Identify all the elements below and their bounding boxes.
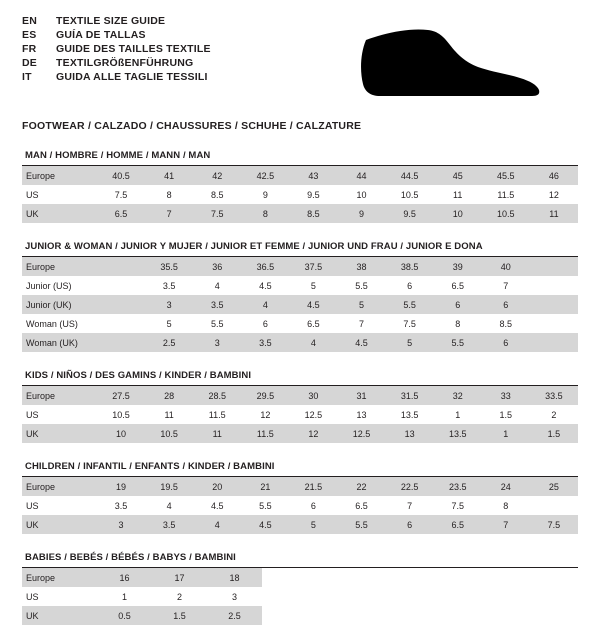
size-cell: 12.5 bbox=[337, 424, 385, 443]
size-cell: 24 bbox=[482, 477, 530, 496]
size-cell: 11.5 bbox=[241, 424, 289, 443]
row-label: Europe bbox=[22, 166, 97, 185]
size-cell bbox=[97, 333, 145, 352]
table-row bbox=[22, 333, 578, 352]
row-label: UK bbox=[22, 424, 97, 443]
size-cell: 6 bbox=[386, 515, 434, 534]
table-row bbox=[22, 295, 578, 314]
size-cell: 17 bbox=[152, 568, 207, 587]
size-cell: 11.5 bbox=[193, 405, 241, 424]
size-cell: 0.5 bbox=[97, 606, 152, 625]
size-cell: 42 bbox=[193, 166, 241, 185]
size-cell: 1 bbox=[482, 424, 530, 443]
size-cell: 7.5 bbox=[193, 204, 241, 223]
size-cell: 9.5 bbox=[289, 185, 337, 204]
size-group-title: JUNIOR & WOMAN / JUNIOR Y MUJER / JUNIOR ET FEMME / JUNIOR UND FRAU / JUNIOR E DONA bbox=[22, 241, 578, 257]
size-cell: 2.5 bbox=[207, 606, 262, 625]
language-titles bbox=[22, 16, 211, 86]
row-label: Europe bbox=[22, 257, 97, 276]
size-cell: 11 bbox=[193, 424, 241, 443]
size-cell: 5 bbox=[289, 515, 337, 534]
size-cell: 19 bbox=[97, 477, 145, 496]
size-cell: 38 bbox=[337, 257, 385, 276]
size-cell: 10.5 bbox=[482, 204, 530, 223]
size-cell: 19.5 bbox=[145, 477, 193, 496]
size-cell: 31 bbox=[337, 386, 385, 405]
size-cell: 5.5 bbox=[337, 276, 385, 295]
size-cell: 4 bbox=[193, 515, 241, 534]
size-cell: 4 bbox=[145, 496, 193, 515]
language-code: FR bbox=[22, 43, 37, 55]
size-cell: 8.5 bbox=[482, 314, 530, 333]
size-cell: 13 bbox=[386, 424, 434, 443]
size-cell: 5 bbox=[337, 295, 385, 314]
size-cell: 36 bbox=[193, 257, 241, 276]
size-cell: 10 bbox=[434, 204, 482, 223]
language-rows bbox=[22, 16, 211, 86]
size-cell: 4.5 bbox=[289, 295, 337, 314]
size-cell: 6.5 bbox=[337, 496, 385, 515]
row-label: US bbox=[22, 587, 97, 606]
table-row bbox=[22, 204, 578, 223]
size-cell bbox=[97, 276, 145, 295]
size-cell: 4.5 bbox=[241, 515, 289, 534]
size-group-title: MAN / HOMBRE / HOMME / MANN / MAN bbox=[22, 150, 578, 166]
size-cell: 11 bbox=[145, 405, 193, 424]
size-cell: 3 bbox=[207, 587, 262, 606]
size-cell: 35.5 bbox=[145, 257, 193, 276]
table-row bbox=[22, 386, 578, 405]
size-cell: 6 bbox=[241, 314, 289, 333]
row-label: UK bbox=[22, 515, 97, 534]
size-cell: 7.5 bbox=[97, 185, 145, 204]
size-cell: 44 bbox=[337, 166, 385, 185]
table-row bbox=[22, 496, 578, 515]
size-cell bbox=[530, 496, 578, 515]
size-cell: 32 bbox=[434, 386, 482, 405]
size-cell: 22.5 bbox=[386, 477, 434, 496]
size-cell bbox=[97, 257, 145, 276]
dress-shoe-icon bbox=[358, 26, 548, 102]
language-row bbox=[22, 30, 211, 44]
size-cell: 44.5 bbox=[386, 166, 434, 185]
table-row bbox=[22, 276, 578, 295]
size-cell: 7.5 bbox=[530, 515, 578, 534]
size-cell: 41 bbox=[145, 166, 193, 185]
size-cell: 5 bbox=[145, 314, 193, 333]
size-cell: 28 bbox=[145, 386, 193, 405]
size-cell: 12 bbox=[289, 424, 337, 443]
language-code: ES bbox=[22, 29, 37, 41]
row-label: US bbox=[22, 185, 97, 204]
size-cell: 5.5 bbox=[193, 314, 241, 333]
size-cell: 3.5 bbox=[241, 333, 289, 352]
size-cell: 6 bbox=[289, 496, 337, 515]
language-code: EN bbox=[22, 15, 37, 27]
size-cell: 5 bbox=[386, 333, 434, 352]
size-cell: 3 bbox=[97, 515, 145, 534]
row-label: Europe bbox=[22, 477, 97, 496]
size-cell: 18 bbox=[207, 568, 262, 587]
size-cell: 2 bbox=[530, 405, 578, 424]
row-label: UK bbox=[22, 204, 97, 223]
size-cell: 37.5 bbox=[289, 257, 337, 276]
language-row bbox=[22, 72, 211, 86]
size-cell: 43 bbox=[289, 166, 337, 185]
size-cell: 2.5 bbox=[145, 333, 193, 352]
size-tables bbox=[22, 150, 578, 625]
size-cell: 10.5 bbox=[145, 424, 193, 443]
size-cell: 13 bbox=[337, 405, 385, 424]
table-row bbox=[22, 587, 262, 606]
size-cell: 9 bbox=[241, 185, 289, 204]
table-row bbox=[22, 405, 578, 424]
size-group-title: BABIES / BEBÉS / BÉBÉS / BABYS / BAMBINI bbox=[22, 552, 578, 568]
size-cell: 4 bbox=[193, 276, 241, 295]
row-label: Woman (US) bbox=[22, 314, 97, 333]
size-cell: 5.5 bbox=[241, 496, 289, 515]
table-row bbox=[22, 515, 578, 534]
size-cell: 7 bbox=[145, 204, 193, 223]
row-label: Europe bbox=[22, 386, 97, 405]
size-cell: 39 bbox=[434, 257, 482, 276]
size-cell: 46 bbox=[530, 166, 578, 185]
size-cell: 29.5 bbox=[241, 386, 289, 405]
size-cell: 1.5 bbox=[152, 606, 207, 625]
size-cell: 7 bbox=[482, 515, 530, 534]
size-cell: 12 bbox=[530, 185, 578, 204]
table-row bbox=[22, 606, 262, 625]
size-table bbox=[22, 166, 578, 223]
size-cell: 23.5 bbox=[434, 477, 482, 496]
size-cell: 6.5 bbox=[434, 276, 482, 295]
size-cell: 8.5 bbox=[289, 204, 337, 223]
table-row bbox=[22, 314, 578, 333]
size-cell: 1 bbox=[97, 587, 152, 606]
size-group-title: KIDS / NIÑOS / DES GAMINS / KINDER / BAMBINI bbox=[22, 370, 578, 386]
size-cell: 13.5 bbox=[386, 405, 434, 424]
size-cell: 7 bbox=[386, 496, 434, 515]
size-cell: 4.5 bbox=[241, 276, 289, 295]
size-group-title: CHILDREN / INFANTIL / ENFANTS / KINDER / BAMBINI bbox=[22, 461, 578, 477]
size-cell: 4 bbox=[289, 333, 337, 352]
row-label: Europe bbox=[22, 568, 97, 587]
language-title: TEXTILE SIZE GUIDE bbox=[56, 15, 166, 27]
language-title: GUIDE DES TAILLES TEXTILE bbox=[56, 43, 211, 55]
size-cell: 33 bbox=[482, 386, 530, 405]
size-cell: 6 bbox=[386, 276, 434, 295]
size-cell: 25 bbox=[530, 477, 578, 496]
size-cell: 9 bbox=[337, 204, 385, 223]
language-row bbox=[22, 58, 211, 72]
row-label: Junior (UK) bbox=[22, 295, 97, 314]
language-code: DE bbox=[22, 57, 37, 69]
size-cell: 7 bbox=[482, 276, 530, 295]
size-cell: 3.5 bbox=[193, 295, 241, 314]
size-cell: 11 bbox=[530, 204, 578, 223]
language-title: TEXTILGRÖßENFÜHRUNG bbox=[56, 57, 194, 69]
size-cell: 40.5 bbox=[97, 166, 145, 185]
table-row bbox=[22, 257, 578, 276]
size-cell bbox=[530, 295, 578, 314]
size-cell: 40 bbox=[482, 257, 530, 276]
size-cell: 11 bbox=[434, 185, 482, 204]
size-cell: 9.5 bbox=[386, 204, 434, 223]
size-cell: 5.5 bbox=[434, 333, 482, 352]
size-cell: 33.5 bbox=[530, 386, 578, 405]
size-cell: 12 bbox=[241, 405, 289, 424]
table-row bbox=[22, 568, 262, 587]
size-cell: 7 bbox=[337, 314, 385, 333]
size-cell: 45.5 bbox=[482, 166, 530, 185]
size-cell: 5.5 bbox=[386, 295, 434, 314]
row-label: Junior (US) bbox=[22, 276, 97, 295]
size-cell: 8 bbox=[145, 185, 193, 204]
size-cell: 3.5 bbox=[145, 515, 193, 534]
language-code: IT bbox=[22, 71, 32, 83]
language-row bbox=[22, 44, 211, 58]
size-cell: 8 bbox=[434, 314, 482, 333]
size-cell: 4.5 bbox=[193, 496, 241, 515]
table-row bbox=[22, 477, 578, 496]
table-row bbox=[22, 166, 578, 185]
size-group bbox=[22, 552, 578, 625]
size-cell: 3 bbox=[145, 295, 193, 314]
size-cell: 4.5 bbox=[337, 333, 385, 352]
row-label: US bbox=[22, 405, 97, 424]
size-cell: 31.5 bbox=[386, 386, 434, 405]
table-row bbox=[22, 185, 578, 204]
size-cell bbox=[530, 257, 578, 276]
size-cell: 1.5 bbox=[482, 405, 530, 424]
size-table bbox=[22, 386, 578, 443]
size-group bbox=[22, 461, 578, 534]
size-cell bbox=[97, 295, 145, 314]
size-cell: 6.5 bbox=[434, 515, 482, 534]
size-cell: 6.5 bbox=[97, 204, 145, 223]
size-cell: 10.5 bbox=[386, 185, 434, 204]
size-cell: 16 bbox=[97, 568, 152, 587]
size-cell: 38.5 bbox=[386, 257, 434, 276]
size-cell bbox=[97, 314, 145, 333]
size-cell: 27.5 bbox=[97, 386, 145, 405]
size-cell: 6.5 bbox=[289, 314, 337, 333]
size-cell: 10.5 bbox=[97, 405, 145, 424]
size-cell: 42.5 bbox=[241, 166, 289, 185]
size-cell: 3.5 bbox=[145, 276, 193, 295]
size-cell bbox=[530, 276, 578, 295]
size-cell: 6 bbox=[482, 333, 530, 352]
size-cell: 5 bbox=[289, 276, 337, 295]
size-cell: 20 bbox=[193, 477, 241, 496]
size-cell: 8 bbox=[482, 496, 530, 515]
size-cell: 7.5 bbox=[434, 496, 482, 515]
size-cell: 10 bbox=[337, 185, 385, 204]
size-table bbox=[22, 477, 578, 534]
size-cell: 4 bbox=[241, 295, 289, 314]
size-cell: 10 bbox=[97, 424, 145, 443]
page-header bbox=[22, 16, 578, 108]
row-label: Woman (UK) bbox=[22, 333, 97, 352]
size-table bbox=[22, 568, 262, 625]
row-label: UK bbox=[22, 606, 97, 625]
row-label: US bbox=[22, 496, 97, 515]
size-cell: 36.5 bbox=[241, 257, 289, 276]
size-cell: 21 bbox=[241, 477, 289, 496]
size-cell: 45 bbox=[434, 166, 482, 185]
size-cell: 8.5 bbox=[193, 185, 241, 204]
size-cell: 11.5 bbox=[482, 185, 530, 204]
size-cell: 13.5 bbox=[434, 424, 482, 443]
size-group bbox=[22, 370, 578, 443]
size-cell: 6 bbox=[482, 295, 530, 314]
size-cell: 21.5 bbox=[289, 477, 337, 496]
language-title: GUÍA DE TALLAS bbox=[56, 29, 146, 41]
size-cell: 1 bbox=[434, 405, 482, 424]
size-cell: 28.5 bbox=[193, 386, 241, 405]
language-title: GUIDA ALLE TAGLIE TESSILI bbox=[56, 71, 208, 83]
size-cell: 1.5 bbox=[530, 424, 578, 443]
size-cell: 22 bbox=[337, 477, 385, 496]
size-cell bbox=[530, 314, 578, 333]
size-table bbox=[22, 257, 578, 352]
size-cell: 3 bbox=[193, 333, 241, 352]
size-cell: 8 bbox=[241, 204, 289, 223]
size-cell: 5.5 bbox=[337, 515, 385, 534]
size-cell: 2 bbox=[152, 587, 207, 606]
table-row bbox=[22, 424, 578, 443]
size-cell: 7.5 bbox=[386, 314, 434, 333]
size-group bbox=[22, 241, 578, 352]
language-row bbox=[22, 16, 211, 30]
footwear-category-title: FOOTWEAR / CALZADO / CHAUSSURES / SCHUHE / CALZATURE bbox=[22, 120, 362, 132]
size-cell: 6 bbox=[434, 295, 482, 314]
size-cell: 12.5 bbox=[289, 405, 337, 424]
size-cell bbox=[530, 333, 578, 352]
size-cell: 3.5 bbox=[97, 496, 145, 515]
size-group bbox=[22, 150, 578, 223]
size-cell: 30 bbox=[289, 386, 337, 405]
